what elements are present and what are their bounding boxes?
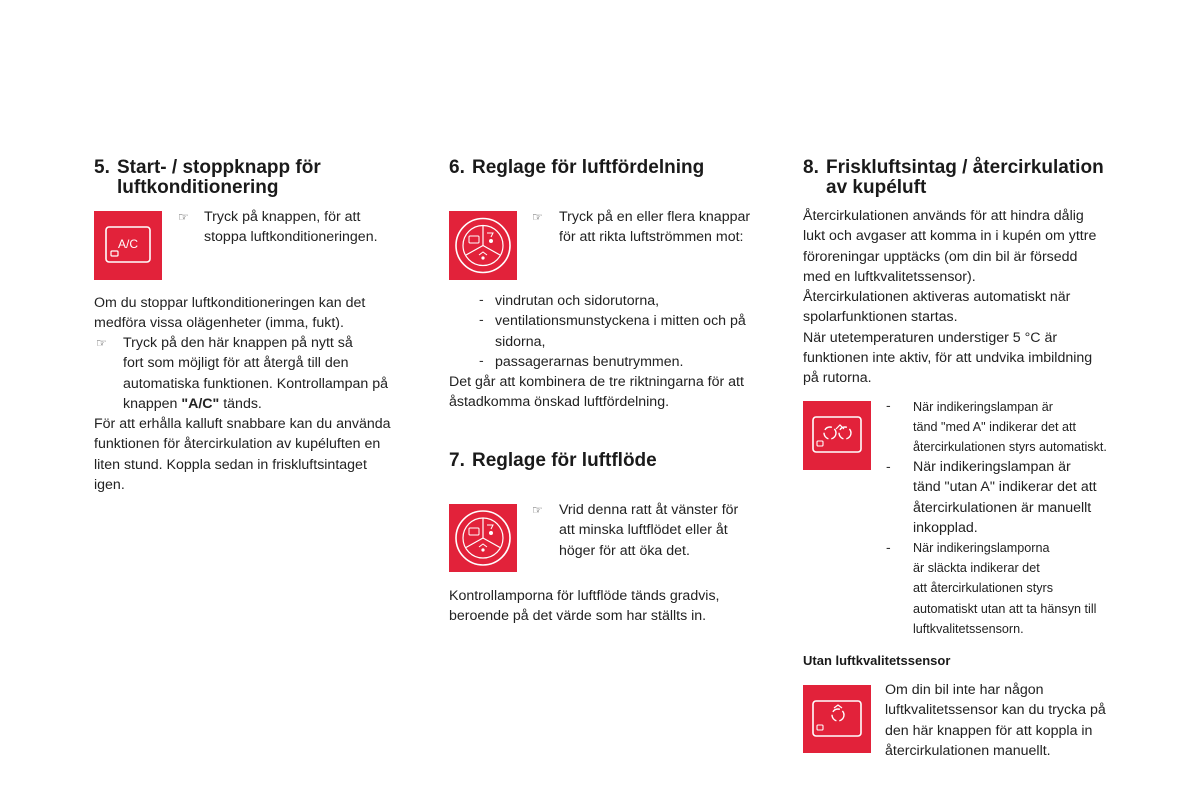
combine-paragraph [449, 372, 744, 413]
text-line: fort som möjligt för att återgå till den [123, 355, 349, 372]
text-line: Om du stoppar luftkonditioneringen kan det [94, 295, 366, 311]
air-flow-paragraph [449, 586, 720, 627]
no-sensor-paragraph [885, 680, 1106, 761]
ac-stop-paragraph [94, 293, 365, 334]
text-line: När indikeringslampan är [913, 400, 1053, 414]
text-line: luftkvalitetssensor kan du trycka på [885, 702, 1106, 719]
text-line: medföra vissa olägenheter (imma, fukt). [94, 315, 344, 332]
text-line: tänd "med A" indikerar det att [913, 420, 1076, 435]
list-item: ventilationsmunstyckena i mitten och på [495, 313, 746, 330]
recirculation-auto-button-icon [803, 401, 871, 470]
ac-bold-label: "A/C" [181, 395, 220, 412]
text-line: Tryck på en eller flera knappar [559, 209, 751, 225]
air-flow-dial-icon [449, 504, 517, 572]
text-line: föroreningar upptäcks (om din bil är försedd [803, 248, 1078, 265]
text-line: för att rikta luftströmmen mot: [559, 229, 744, 246]
text-line: på rutorna. [803, 370, 872, 387]
text-line: Kontrollamporna för luftflöde tänds gradvis, [449, 588, 720, 604]
section-8-title-line-2: av kupéluft [826, 177, 927, 198]
indicator-auto-item [913, 397, 1107, 458]
ac-restart-tip [123, 333, 388, 414]
cold-air-paragraph [94, 414, 391, 495]
text-line: luftkvalitetssensorn. [913, 621, 1024, 636]
list-item: vindrutan och sidorutorna, [495, 293, 660, 309]
text-line [123, 394, 388, 414]
text-line: beroende på det värde som har ställts in. [449, 608, 707, 625]
text-fragment: tänds. [219, 395, 262, 412]
list-dash: - [479, 291, 484, 307]
text-line: spolarfunktionen startas. [803, 309, 958, 326]
section-7-number: 7. [449, 450, 465, 471]
text-line: är släckta indikerar det [913, 561, 1040, 576]
text-line: med en luftkvalitetssensor). [803, 268, 976, 285]
text-line: tänd "utan A" indikerar det att [913, 479, 1097, 496]
section-8-number: 8. [803, 157, 819, 178]
indicator-manual-item [913, 457, 1097, 538]
air-distribution-tip [559, 207, 750, 248]
text-line: höger för att öka det. [559, 542, 690, 559]
text-line: åstadkomma önskad luftfördelning. [449, 394, 670, 411]
section-6-heading [449, 158, 704, 178]
ac-stop-tip [204, 207, 378, 248]
text-line: När indikeringslamporna [913, 541, 1050, 555]
text-line: lukt och avgaser att komma in i kupén om yttre [803, 228, 1097, 245]
text-line: Återcirkulationen används för att hindra dålig [803, 208, 1084, 224]
text-line: Återcirkulationen aktiveras automatiskt när [803, 289, 1071, 306]
list-dash: - [886, 539, 891, 555]
text-line: När utetemperaturen understiger 5 °C är [803, 329, 1058, 346]
text-line: funktionen för återcirkulation av kupéluften en [94, 436, 381, 453]
text-fragment: knappen [123, 395, 182, 412]
indicator-off-item [913, 538, 1096, 639]
ac-button-icon [94, 211, 162, 280]
air-distribution-dial-icon [449, 211, 517, 280]
air-flow-tip [559, 500, 738, 561]
list-dash: - [886, 458, 891, 474]
list-dash: - [886, 397, 891, 413]
section-6-title: Reglage för luftfördelning [472, 157, 705, 178]
no-sensor-subheading: Utan luftkvalitetssensor [803, 653, 951, 668]
text-line: Det går att kombinera de tre riktningarna för att [449, 374, 744, 390]
text-line: Om din bil inte har någon [885, 682, 1044, 698]
text-line: stoppa luftkonditioneringen. [204, 229, 378, 246]
text-line: återcirkulationen styrs automatiskt. [913, 440, 1107, 455]
air-direction-list [495, 291, 746, 372]
list-dash: - [479, 311, 484, 327]
text-line: återcirkulationen manuellt. [885, 742, 1051, 759]
tip-icon: ☞ [96, 336, 107, 350]
section-7-heading [449, 451, 657, 471]
text-line: att minska luftflödet eller åt [559, 522, 728, 539]
section-6-number: 6. [449, 157, 465, 178]
recirculation-manual-button-icon [803, 685, 871, 753]
text-line: Vrid denna ratt åt vänster för [559, 502, 739, 518]
section-5-title-line-1: Start- / stoppknapp för [117, 157, 321, 178]
list-item: sidorna, [495, 333, 546, 350]
section-8-title-line-1: Friskluftsintag / återcirkulation [826, 157, 1104, 178]
text-line: igen. [94, 476, 125, 493]
section-5-heading [94, 158, 321, 198]
text-line: liten stund. Koppla sedan in friskluftsintaget [94, 456, 367, 473]
section-5-number: 5. [94, 157, 110, 178]
ac-icon-label: A/C [117, 237, 139, 251]
text-line: Tryck på den här knappen på nytt så [123, 335, 353, 351]
list-item: passagerarnas benutrymmen. [495, 353, 684, 370]
text-line: automatiskt utan att ta hänsyn till [913, 601, 1097, 616]
text-line: inkopplad. [913, 519, 978, 536]
text-line: När indikeringslampan är [913, 459, 1071, 475]
tip-icon: ☞ [532, 503, 543, 517]
text-line: att återcirkulationen styrs [913, 581, 1053, 596]
text-line: automatiska funktionen. Kontrollampan på [123, 375, 388, 392]
section-7-title: Reglage för luftflöde [472, 450, 657, 471]
tip-icon: ☞ [178, 210, 189, 224]
text-line: Tryck på knappen, för att [204, 209, 361, 225]
recirculation-paragraph [803, 206, 1096, 389]
section-8-heading [803, 158, 1104, 198]
list-dash: - [479, 352, 484, 368]
tip-icon: ☞ [532, 210, 543, 224]
text-line: den här knappen för att koppla in [885, 722, 1093, 739]
text-line: återcirkulationen är manuellt [913, 499, 1092, 516]
section-5-title-line-2: luftkonditionering [117, 177, 279, 198]
text-line: funktionen inte aktiv, för att undvika imbildning [803, 350, 1093, 367]
text-line: För att erhålla kalluft snabbare kan du använda [94, 416, 391, 432]
